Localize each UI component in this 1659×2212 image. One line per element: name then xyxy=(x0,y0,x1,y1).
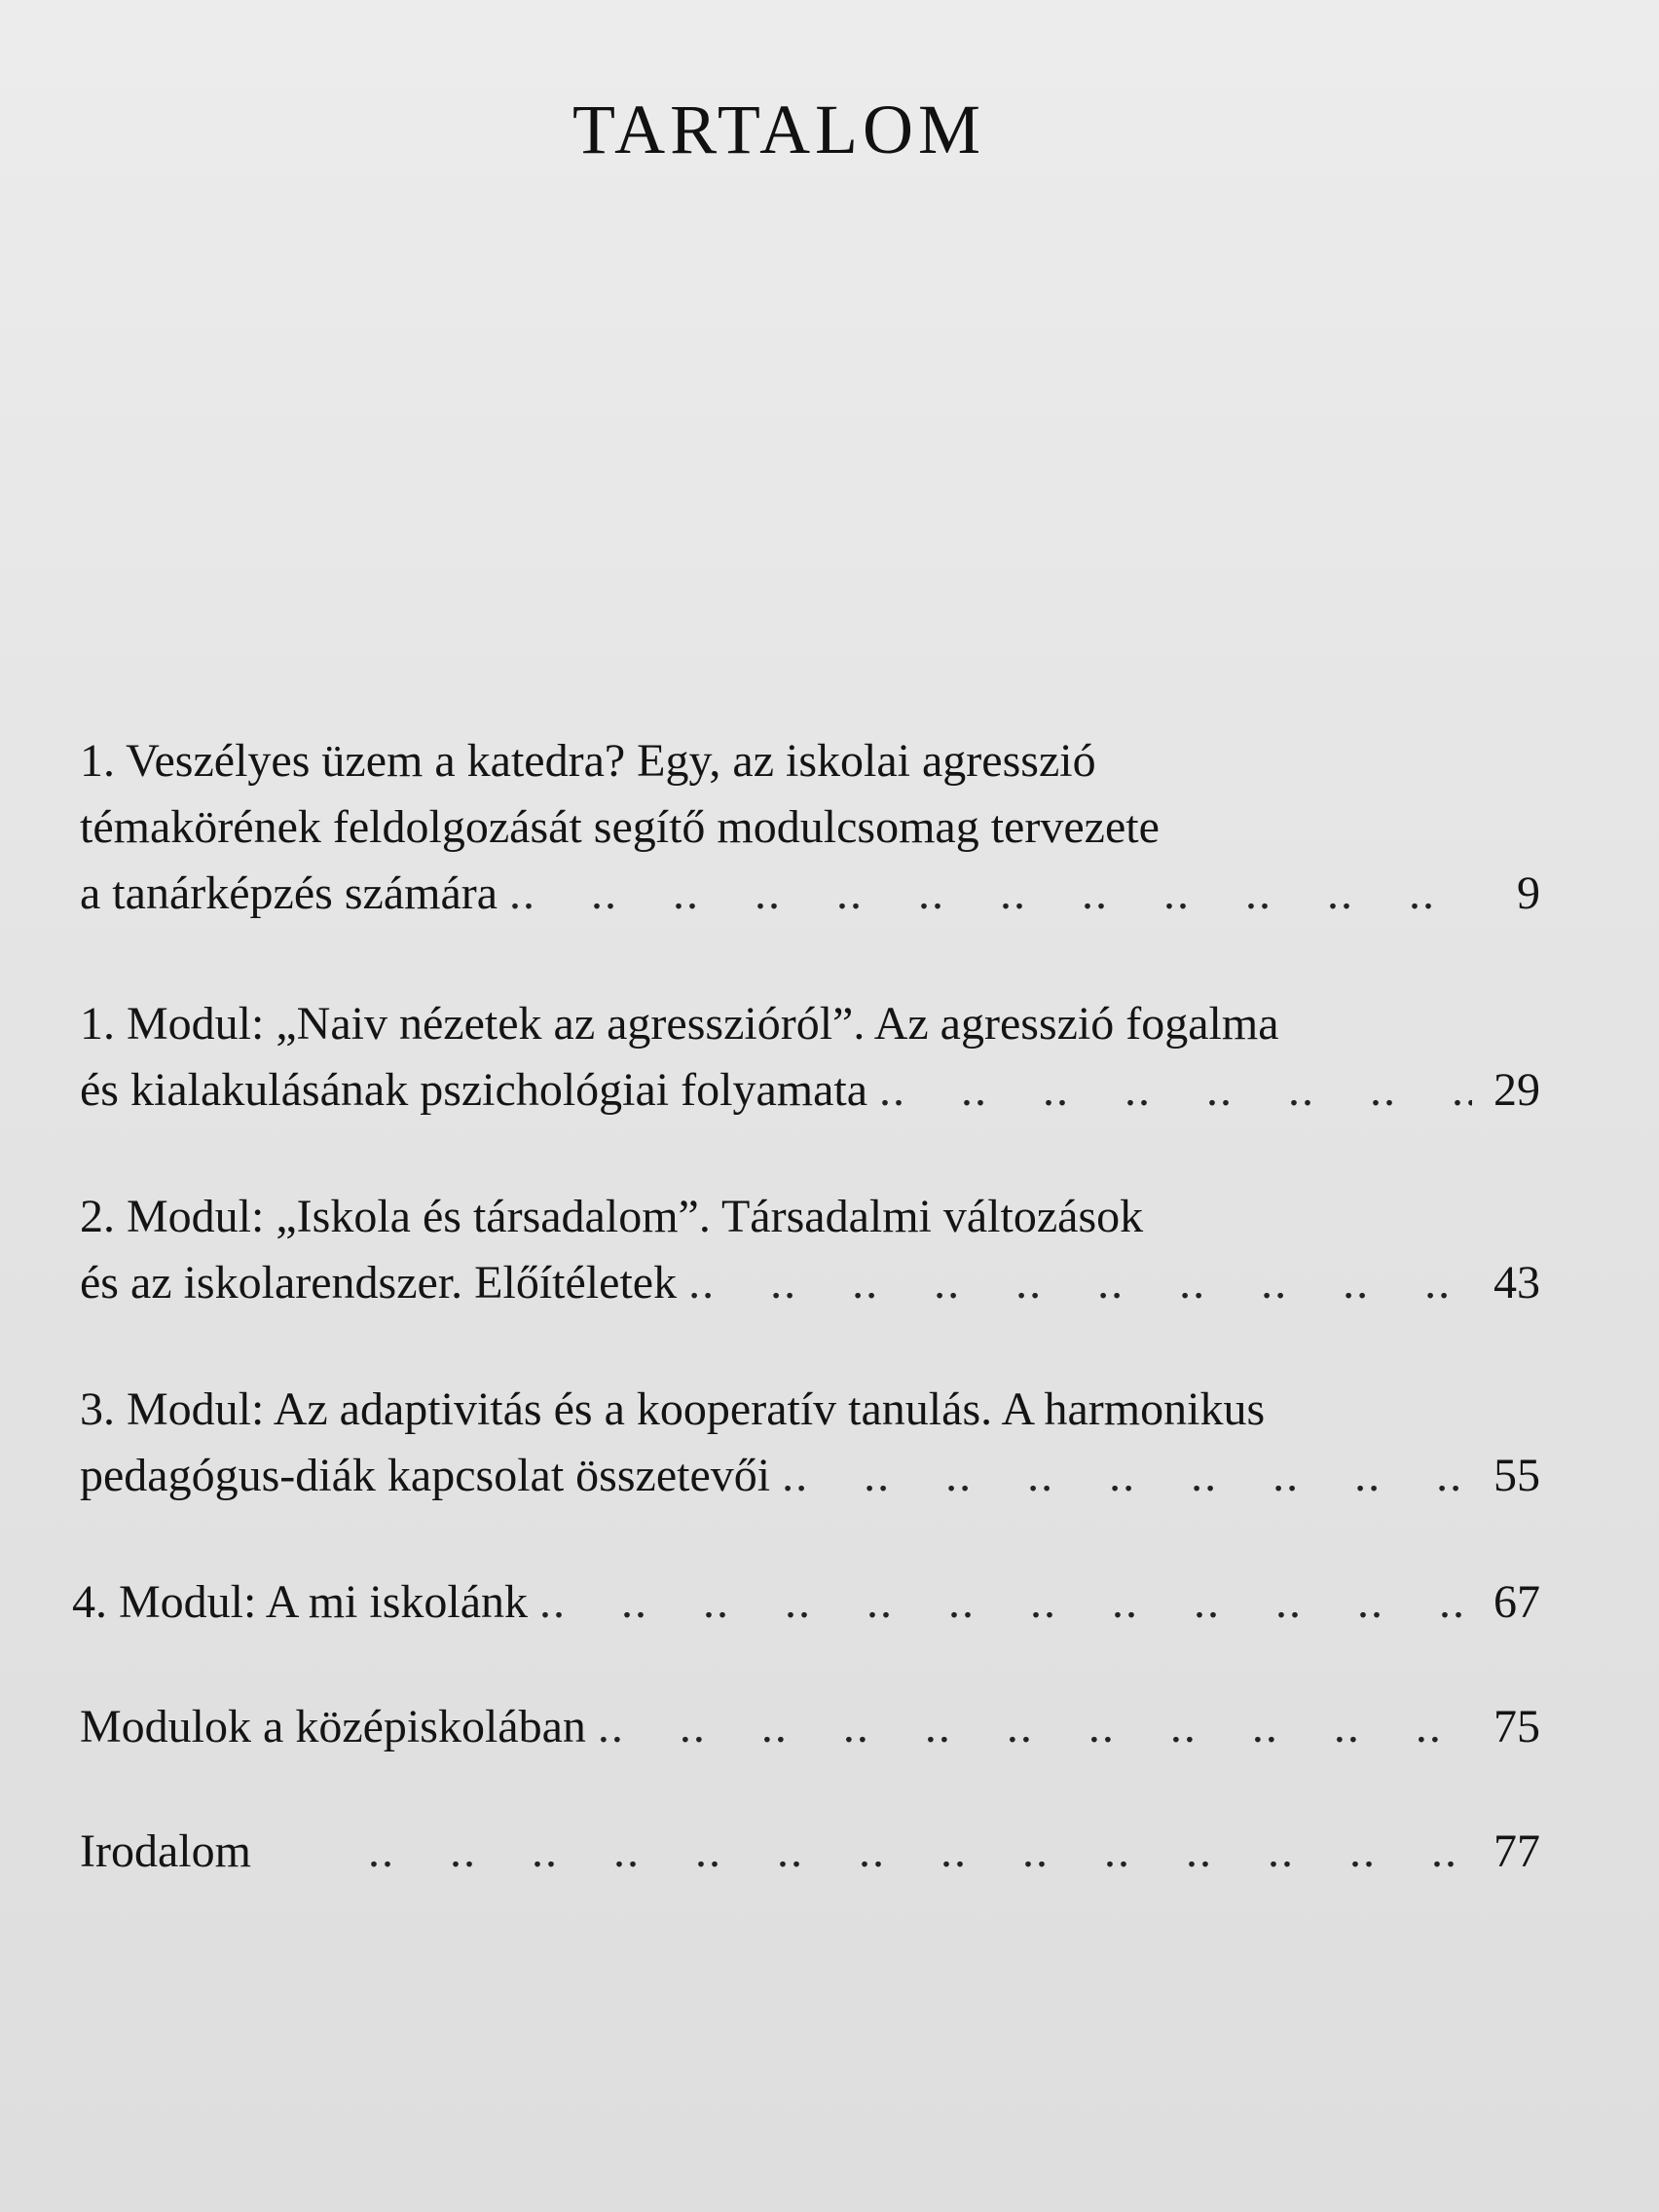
toc-entry-last-line xyxy=(80,1057,1540,1124)
toc-page-number: 77 xyxy=(1493,1825,1540,1877)
toc-entry-last-line xyxy=(72,1569,1540,1636)
page-title: TARTALOM xyxy=(571,91,986,168)
toc-entry-line: 2. Modul: „Iskola és társadalom”. Társadalmi változások xyxy=(80,1191,1144,1242)
toc-entry xyxy=(80,1184,1540,1316)
toc-entry-text: és az iskolarendszer. Előítéletek xyxy=(80,1257,678,1309)
dot-leader xyxy=(782,1443,1472,1509)
toc-page-number: 9 xyxy=(1517,867,1540,919)
toc-page-number: 55 xyxy=(1493,1450,1540,1501)
toc-entry-last-line xyxy=(80,1250,1540,1316)
toc-entry xyxy=(80,1819,1540,1885)
toc-entry-text: és kialakulásának pszichológiai folyamata xyxy=(80,1064,868,1116)
toc-entry xyxy=(72,1569,1540,1636)
toc-page-number: 67 xyxy=(1493,1576,1540,1628)
toc-entry-last-line xyxy=(80,1443,1540,1509)
toc-entry-last-line xyxy=(80,1819,1540,1885)
toc-page-number: 75 xyxy=(1493,1701,1540,1752)
toc-entry-line: 1. Veszélyes üzem a katedra? Egy, az iskolai agresszió xyxy=(80,735,1096,787)
toc-entry-text: a tanárképzés számára xyxy=(80,867,498,919)
dot-leader xyxy=(368,1819,1472,1885)
toc-entry-line: 1. Modul: „Naiv nézetek az agresszióról”. Az agresszió fogalma xyxy=(80,998,1279,1050)
toc-entry-line: 3. Modul: Az adaptivitás és a kooperatív tanulás. A harmonikus xyxy=(80,1383,1266,1435)
toc-entry-text: Modulok a középiskolában xyxy=(80,1701,586,1752)
dot-leader xyxy=(879,1057,1472,1124)
toc-entry-last-line xyxy=(80,861,1540,927)
toc-entry-text: 4. Modul: A mi iskolánk xyxy=(72,1576,529,1628)
toc-entry-last-line xyxy=(80,1694,1540,1760)
toc-entry-text: Irodalom xyxy=(80,1825,251,1877)
toc-entry-text: pedagógus-diák kapcsolat összetevői xyxy=(80,1450,771,1501)
dot-leader xyxy=(509,861,1472,927)
toc-entry xyxy=(80,728,1540,927)
toc-entry xyxy=(80,1694,1540,1760)
toc-entry xyxy=(80,1377,1540,1509)
toc-entry xyxy=(80,991,1540,1124)
dot-leader xyxy=(598,1694,1472,1760)
dot-leader xyxy=(539,1569,1472,1636)
dot-leader xyxy=(688,1250,1472,1316)
toc-entry-line: témakörének feldolgozását segítő modulcsomag tervezete xyxy=(80,801,1160,853)
toc-page-number: 43 xyxy=(1493,1257,1540,1309)
toc-page-number: 29 xyxy=(1493,1064,1540,1116)
